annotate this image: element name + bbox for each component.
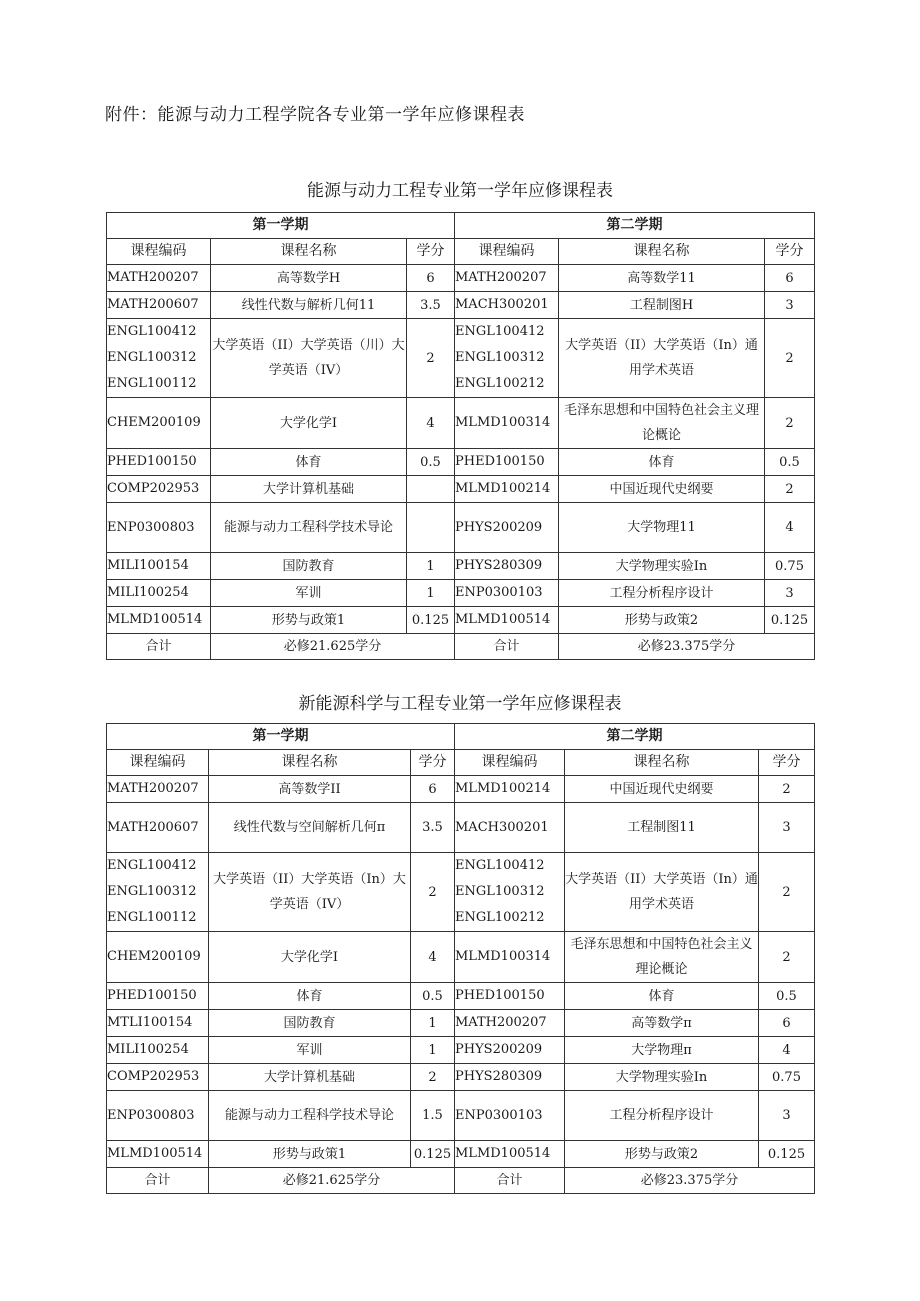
course-code: ENP0300103 — [455, 1107, 543, 1123]
sem1-code-cell — [107, 1037, 209, 1064]
course-table-new-energy — [106, 723, 815, 1194]
sem1-code-cell — [107, 1064, 209, 1091]
sem1-code-cell — [107, 292, 211, 319]
table-row — [107, 1091, 815, 1141]
sem1-course-name: 国防教育 — [211, 553, 407, 580]
course-code: PHYS200209 — [455, 1042, 543, 1057]
course-code: PHED100150 — [107, 988, 197, 1003]
sem1-credit: 6 — [411, 776, 455, 803]
sem2-credit: 0.75 — [759, 1064, 815, 1091]
table-row — [107, 853, 815, 932]
course-code: MATH200207 — [455, 270, 547, 285]
table-row — [107, 319, 815, 398]
page-heading: 附件：能源与动力工程学院各专业第一学年应修课程表 — [105, 105, 525, 125]
course-code: MATH200607 — [107, 819, 199, 835]
semester-row — [107, 213, 815, 239]
table-row — [107, 265, 815, 292]
header-name: 课程名称 — [565, 750, 759, 776]
sem2-code-cell — [455, 398, 559, 449]
semester2-label: 第二学期 — [455, 213, 815, 239]
sem1-code-cell — [107, 580, 211, 607]
sem2-code-cell — [455, 1010, 565, 1037]
sem2-code-cell — [455, 503, 559, 553]
course-code: MLMD100314 — [455, 949, 551, 964]
sem2-credit: 0.125 — [765, 607, 815, 634]
table-row — [107, 1064, 815, 1091]
course-code: ENP0300803 — [107, 1107, 195, 1123]
course-code: PHYS200209 — [455, 519, 543, 535]
sem2-code-cell — [455, 1141, 565, 1168]
sem1-course-name: 线性代数与空间解析几何π — [209, 803, 411, 853]
course-code: PHYS280309 — [455, 1069, 543, 1084]
table-row — [107, 983, 815, 1010]
sem2-code-cell — [455, 319, 559, 398]
sem2-credit: 2 — [765, 476, 815, 503]
course-code: MLMD100214 — [455, 781, 551, 796]
course-code: ENGL100312 — [455, 350, 545, 365]
sem1-code-cell — [107, 1141, 209, 1168]
header-code: 课程编码 — [107, 239, 211, 265]
sem2-course-name: 工程制图H — [559, 292, 765, 319]
sem1-course-name: 大学英语（II）大学英语（川）大学英语（IV） — [211, 319, 407, 398]
sem2-code-cell — [455, 553, 559, 580]
table-row — [107, 803, 815, 853]
sem2-code-cell — [455, 803, 565, 853]
sem2-course-name: 大学物理实验In — [565, 1064, 759, 1091]
sem1-course-name: 国防教育 — [209, 1010, 411, 1037]
sem1-course-name: 军训 — [209, 1037, 411, 1064]
semester-row — [107, 724, 815, 750]
table-row — [107, 553, 815, 580]
table-row — [107, 580, 815, 607]
sem2-credit: 2 — [765, 398, 815, 449]
course-code: CHEM200109 — [107, 949, 201, 964]
sem1-credit: 3.5 — [407, 292, 455, 319]
course-code: PHED100150 — [455, 454, 545, 469]
semester1-label: 第一学期 — [107, 724, 455, 750]
header-name: 课程名称 — [209, 750, 411, 776]
sem2-code-cell — [455, 265, 559, 292]
sem1-credit: 0.125 — [407, 607, 455, 634]
sem1-credit: 0.125 — [411, 1141, 455, 1168]
course-code: ENP0300103 — [455, 585, 543, 600]
sem1-credit: 3.5 — [411, 803, 455, 853]
sem2-code-cell — [455, 1037, 565, 1064]
sem1-code-cell — [107, 398, 211, 449]
sem1-credit: 1 — [407, 553, 455, 580]
sem2-code-cell — [455, 449, 559, 476]
sem2-credit: 0.5 — [765, 449, 815, 476]
header-name: 课程名称 — [559, 239, 765, 265]
sem1-course-name: 大学计算机基础 — [211, 476, 407, 503]
sem1-code-cell — [107, 1010, 209, 1037]
sem2-course-name: 工程制图11 — [565, 803, 759, 853]
sem1-code-cell — [107, 265, 211, 292]
sem2-code-cell — [455, 932, 565, 983]
sem1-course-name: 高等数学H — [211, 265, 407, 292]
sem2-code-cell — [455, 580, 559, 607]
sem2-credit: 3 — [765, 292, 815, 319]
course-code: ENGL100412 — [455, 324, 545, 339]
course-code: ENGL100412 — [455, 858, 545, 873]
sem2-course-name: 体育 — [559, 449, 765, 476]
sem1-credit — [407, 476, 455, 503]
sem1-code-cell — [107, 503, 211, 553]
header-credit: 学分 — [411, 750, 455, 776]
sem2-course-name: 工程分析程序设计 — [559, 580, 765, 607]
table-row — [107, 503, 815, 553]
sem1-course-name: 能源与动力工程科学技术导论 — [209, 1091, 411, 1141]
course-code: MATH200607 — [107, 297, 199, 312]
course-code: ENGL100412 — [107, 858, 197, 873]
sem2-course-name: 大学物理实验In — [559, 553, 765, 580]
course-code: MLMD100514 — [107, 1146, 203, 1161]
sem2-code-cell — [455, 607, 559, 634]
sem2-code-cell — [455, 476, 559, 503]
sem1-course-name: 体育 — [209, 983, 411, 1010]
sem2-credit: 3 — [759, 1091, 815, 1141]
total-label-1: 合计 — [107, 634, 211, 660]
sem2-code-cell — [455, 776, 565, 803]
table-row — [107, 932, 815, 983]
course-code: MTLI100154 — [107, 1015, 193, 1030]
header-credit: 学分 — [407, 239, 455, 265]
total-value-1: 必修21.625学分 — [209, 1168, 455, 1194]
sem2-credit: 2 — [759, 932, 815, 983]
sem1-code-cell — [107, 776, 209, 803]
column-header-row — [107, 239, 815, 265]
sem2-credit: 0.5 — [759, 983, 815, 1010]
sem1-credit: 1 — [407, 580, 455, 607]
header-code: 课程编码 — [455, 750, 565, 776]
sem2-credit: 2 — [765, 319, 815, 398]
sem1-credit: 4 — [407, 398, 455, 449]
sem1-course-name: 线性代数与解析几何11 — [211, 292, 407, 319]
sem2-credit: 2 — [759, 776, 815, 803]
course-code: ENGL100212 — [455, 910, 545, 925]
course-code: MILI100154 — [107, 558, 189, 573]
sem2-credit: 0.125 — [759, 1141, 815, 1168]
course-code: MLMD100314 — [455, 415, 551, 430]
sem1-course-name: 体育 — [211, 449, 407, 476]
course-code: ENGL100112 — [107, 376, 197, 391]
course-code: CHEM200109 — [107, 415, 201, 430]
sem1-credit — [407, 503, 455, 553]
table-row — [107, 476, 815, 503]
total-value-1: 必修21.625学分 — [211, 634, 455, 660]
sem1-credit: 2 — [411, 853, 455, 932]
table1-title: 能源与动力工程专业第一学年应修课程表 — [307, 181, 613, 201]
course-code: MACH300201 — [455, 819, 549, 835]
course-code: MATH200207 — [107, 270, 199, 285]
sem1-code-cell — [107, 607, 211, 634]
sem1-course-name: 形势与政策1 — [209, 1141, 411, 1168]
sem2-course-name: 大学英语（II）大学英语（In）通用学术英语 — [559, 319, 765, 398]
course-code: ENGL100312 — [107, 350, 197, 365]
sem1-course-name: 大学计算机基础 — [209, 1064, 411, 1091]
course-code: MATH200207 — [107, 781, 199, 796]
sem1-code-cell — [107, 1091, 209, 1141]
sem1-credit: 0.5 — [411, 983, 455, 1010]
course-code: ENGL100212 — [455, 376, 545, 391]
sem1-credit: 6 — [407, 265, 455, 292]
course-code: ENP0300803 — [107, 519, 195, 535]
course-code: MACH300201 — [455, 297, 549, 312]
sem1-credit: 0.5 — [407, 449, 455, 476]
table-row — [107, 1037, 815, 1064]
course-code: ENGL100412 — [107, 324, 197, 339]
table2-title: 新能源科学与工程专业第一学年应修课程表 — [298, 694, 622, 714]
course-code: MILI100254 — [107, 1042, 189, 1057]
sem2-credit: 4 — [759, 1037, 815, 1064]
course-code: COMP202953 — [107, 481, 200, 496]
sem2-credit: 3 — [765, 580, 815, 607]
course-table-energy-power — [106, 212, 815, 660]
sem1-code-cell — [107, 932, 209, 983]
sem1-credit: 2 — [411, 1064, 455, 1091]
sem2-course-name: 工程分析程序设计 — [565, 1091, 759, 1141]
sem1-code-cell — [107, 553, 211, 580]
header-credit: 学分 — [759, 750, 815, 776]
sem1-course-name: 大学化学I — [209, 932, 411, 983]
table-row — [107, 292, 815, 319]
sem1-code-cell — [107, 853, 209, 932]
header-credit: 学分 — [765, 239, 815, 265]
sem1-course-name: 形势与政策1 — [211, 607, 407, 634]
sem2-course-name: 形势与政策2 — [565, 1141, 759, 1168]
total-value-2: 必修23.375学分 — [559, 634, 815, 660]
total-row — [107, 634, 815, 660]
sem1-credit: 1 — [411, 1010, 455, 1037]
sem2-course-name: 高等数学π — [565, 1010, 759, 1037]
sem1-credit: 1 — [411, 1037, 455, 1064]
sem2-course-name: 中国近现代史纲要 — [565, 776, 759, 803]
sem1-code-cell — [107, 803, 209, 853]
course-code: ENGL100312 — [107, 884, 197, 899]
total-row — [107, 1168, 815, 1194]
sem2-code-cell — [455, 983, 565, 1010]
sem2-course-name: 大学物理11 — [559, 503, 765, 553]
column-header-row — [107, 750, 815, 776]
sem1-code-cell — [107, 476, 211, 503]
table-row — [107, 398, 815, 449]
sem2-code-cell — [455, 853, 565, 932]
sem2-credit: 3 — [759, 803, 815, 853]
sem2-credit: 6 — [765, 265, 815, 292]
table-row — [107, 1010, 815, 1037]
table-row — [107, 449, 815, 476]
sem1-code-cell — [107, 319, 211, 398]
sem1-code-cell — [107, 449, 211, 476]
sem2-credit: 2 — [759, 853, 815, 932]
semester1-label: 第一学期 — [107, 213, 455, 239]
course-code: ENGL100112 — [107, 910, 197, 925]
course-code: MLMD100214 — [455, 481, 551, 496]
sem1-credit: 2 — [407, 319, 455, 398]
sem2-course-name: 毛泽东思想和中国特色社会主义理论概论 — [565, 932, 759, 983]
sem2-code-cell — [455, 292, 559, 319]
sem1-course-name: 大学化学I — [211, 398, 407, 449]
header-code: 课程编码 — [455, 239, 559, 265]
sem1-credit: 4 — [411, 932, 455, 983]
sem1-course-name: 军训 — [211, 580, 407, 607]
course-code: PHYS280309 — [455, 558, 543, 573]
course-code: COMP202953 — [107, 1069, 200, 1084]
sem2-code-cell — [455, 1091, 565, 1141]
sem1-course-name: 能源与动力工程科学技术导论 — [211, 503, 407, 553]
sem2-credit: 6 — [759, 1010, 815, 1037]
sem1-course-name: 高等数学II — [209, 776, 411, 803]
sem2-credit: 4 — [765, 503, 815, 553]
sem2-course-name: 大学英语（II）大学英语（In）通用学术英语 — [565, 853, 759, 932]
sem2-course-name: 大学物理π — [565, 1037, 759, 1064]
course-code: MATH200207 — [455, 1015, 547, 1030]
table-row — [107, 776, 815, 803]
sem2-course-name: 体育 — [565, 983, 759, 1010]
sem1-course-name: 大学英语（II）大学英语（In）大学英语（IV） — [209, 853, 411, 932]
total-label-2: 合计 — [455, 1168, 565, 1194]
sem1-credit: 1.5 — [411, 1091, 455, 1141]
sem2-course-name: 中国近现代史纲要 — [559, 476, 765, 503]
total-label-2: 合计 — [455, 634, 559, 660]
semester2-label: 第二学期 — [455, 724, 815, 750]
course-code: MILI100254 — [107, 585, 189, 600]
course-code: ENGL100312 — [455, 884, 545, 899]
table-row — [107, 1141, 815, 1168]
sem1-code-cell — [107, 983, 209, 1010]
sem2-code-cell — [455, 1064, 565, 1091]
sem2-course-name: 形势与政策2 — [559, 607, 765, 634]
header-name: 课程名称 — [211, 239, 407, 265]
course-code: MLMD100514 — [107, 612, 203, 627]
course-code: PHED100150 — [107, 454, 197, 469]
total-value-2: 必修23.375学分 — [565, 1168, 815, 1194]
sem2-course-name: 毛泽东思想和中国特色社会主义理论概论 — [559, 398, 765, 449]
course-code: PHED100150 — [455, 988, 545, 1003]
header-code: 课程编码 — [107, 750, 209, 776]
course-code: MLMD100514 — [455, 612, 551, 627]
total-label-1: 合计 — [107, 1168, 209, 1194]
sem2-course-name: 高等数学11 — [559, 265, 765, 292]
course-code: MLMD100514 — [455, 1146, 551, 1161]
table-row — [107, 607, 815, 634]
sem2-credit: 0.75 — [765, 553, 815, 580]
